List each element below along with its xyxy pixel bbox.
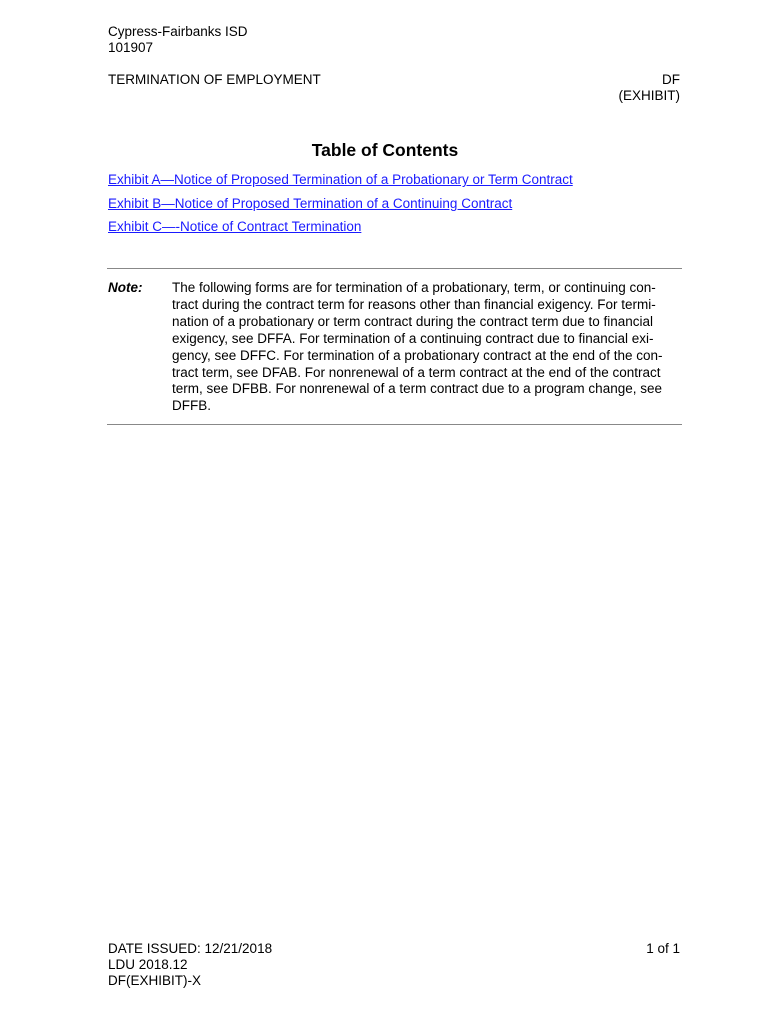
note-line: exigency, see DFFA. For termination of a continuing contract due to financial exi- xyxy=(172,330,654,346)
note-line: nation of a probationary or term contract during the contract term due to financial xyxy=(172,313,654,329)
footer-date-issued: DATE ISSUED: 12/21/2018 xyxy=(108,941,273,956)
page-number: 1 of 1 xyxy=(646,941,680,956)
toc-item xyxy=(108,219,573,243)
note-line: tract term, see DFAB. For nonrenewal of a term contract at the end of the contract xyxy=(172,364,661,380)
note-label: Note: xyxy=(108,280,143,295)
note-top-divider xyxy=(107,268,682,269)
note-bottom-divider xyxy=(107,424,682,425)
chapter-title: TERMINATION OF EMPLOYMENT xyxy=(108,72,321,87)
policy-code-main: DF xyxy=(662,72,680,87)
toc-item xyxy=(108,172,573,196)
note-line: term, see DFBB. For nonrenewal of a term contract due to a program change, see xyxy=(172,381,662,397)
toc-link-exhibit-c[interactable]: Exhibit C—-Notice of Contract Termination xyxy=(108,219,362,234)
toc-link-exhibit-a[interactable]: Exhibit A—Notice of Proposed Termination of a Probationary or Term Contract xyxy=(108,172,573,187)
toc-link-exhibit-b[interactable]: Exhibit B—Notice of Proposed Termination of a Continuing Contract xyxy=(108,195,513,211)
toc-list xyxy=(108,172,573,243)
district-number: 101907 xyxy=(108,40,154,55)
toc-title: Table of Contents xyxy=(311,140,459,160)
district-name: Cypress-Fairbanks ISD xyxy=(108,24,248,39)
footer-info xyxy=(108,941,272,989)
footer-ldu: LDU 2018.12 xyxy=(108,957,188,972)
policy-code xyxy=(618,72,680,104)
note-text xyxy=(172,280,680,415)
footer-doc-code: DF(EXHIBIT)-X xyxy=(108,973,201,988)
note-line: tract during the contract term for reasons other than financial exigency. For termi- xyxy=(172,296,656,312)
note-line: The following forms are for termination of a probationary, term, or continuing con- xyxy=(172,280,656,295)
toc-item xyxy=(108,196,573,220)
district-header xyxy=(108,24,248,56)
policy-code-sub: (EXHIBIT) xyxy=(618,88,680,103)
note-line: gency, see DFFC. For termination of a probationary contract at the end of the con- xyxy=(172,347,663,363)
note-line: DFFB. xyxy=(172,398,211,414)
